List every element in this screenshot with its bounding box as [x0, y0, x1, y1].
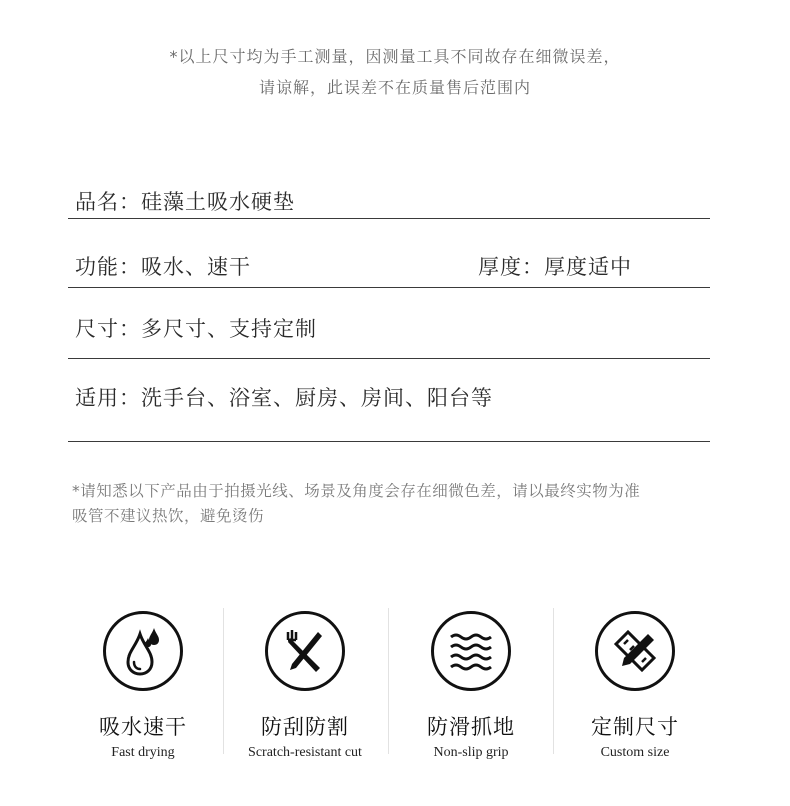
divider	[68, 287, 710, 288]
spec-thickness: 厚度：厚度适中	[478, 255, 632, 279]
spec-size: 尺寸：多尺寸、支持定制	[75, 317, 317, 341]
feature-subtitle: Custom size	[600, 745, 670, 760]
color-disclaimer-line-2: 吸管不建议热饮，避免烫伤	[72, 507, 265, 525]
feature-title: 定制尺寸	[591, 715, 679, 739]
divider	[68, 441, 710, 442]
feature-fast-drying	[68, 606, 218, 760]
spec-usage: 适用：洗手台、浴室、厨房、房间、阳台等	[75, 386, 493, 410]
feature-divider	[388, 608, 389, 754]
feature-divider	[223, 608, 224, 754]
fork-knife-icon	[265, 611, 345, 691]
feature-non-slip	[396, 606, 546, 760]
color-disclaimer-line-1: *请知悉以下产品由于拍摄光线、场景及角度会存在细微色差，请以最终实物为准	[72, 482, 641, 500]
spec-name: 品名：硅藻土吸水硬垫	[75, 190, 295, 214]
feature-subtitle: Scratch-resistant cut	[248, 745, 362, 760]
disclaimer-line-2: 请谅解，此误差不在质量售后范围内	[258, 78, 531, 97]
spec-function: 功能：吸水、速干	[75, 255, 251, 279]
divider	[68, 218, 710, 219]
feature-custom-size	[560, 606, 710, 760]
divider	[68, 358, 710, 359]
waves-icon	[431, 611, 511, 691]
pencil-ruler-icon	[595, 611, 675, 691]
feature-subtitle: Non-slip grip	[433, 745, 509, 760]
feature-title: 吸水速干	[99, 715, 187, 739]
feature-title: 防滑抓地	[427, 715, 515, 739]
feature-divider	[553, 608, 554, 754]
feature-title: 防刮防割	[261, 715, 349, 739]
water-drops-icon	[103, 611, 183, 691]
feature-subtitle: Fast drying	[111, 745, 175, 760]
feature-scratch-resistant	[230, 606, 380, 760]
disclaimer-line-1: *以上尺寸均为手工测量，因测量工具不同故存在细微误差，	[169, 47, 621, 66]
